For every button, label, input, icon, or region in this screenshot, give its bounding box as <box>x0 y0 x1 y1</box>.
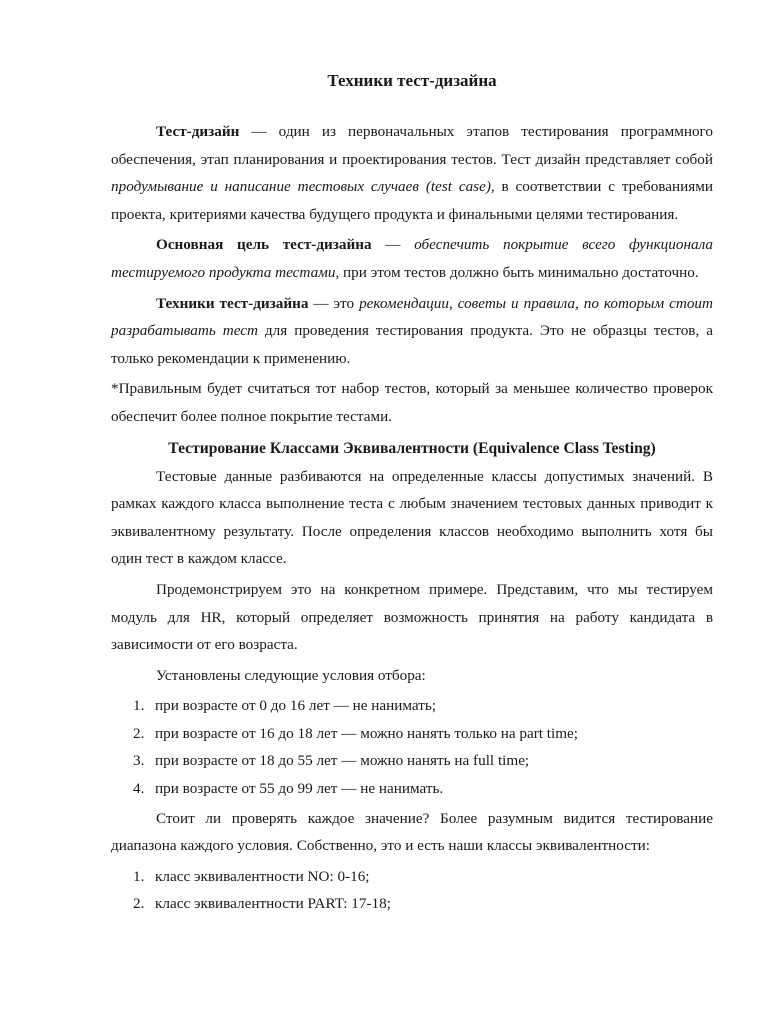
list-number: 1. <box>133 867 145 885</box>
paragraph-ranges: Стоит ли проверять каждое значение? Более разумным видится тестирование диапазона каждого условия. Собственно, это и есть наши классы эквивалентности: <box>111 809 713 855</box>
list-number: 3. <box>133 752 145 770</box>
list-item <box>111 720 713 748</box>
term-techniques: Техники тест-дизайна <box>156 294 309 312</box>
section-heading-equivalence: Тестирование Классами Эквивалентности (Equivalence Class Testing) <box>168 439 656 457</box>
document-body <box>111 69 713 920</box>
list-text: при возрасте от 16 до 18 лет — можно нанять только на part time; <box>155 724 579 742</box>
list-text: при возрасте от 55 до 99 лет — не нанимать. <box>155 780 444 798</box>
list-item <box>111 863 713 891</box>
paragraph-main-goal <box>111 231 713 286</box>
term-test-design: Тест-дизайн <box>156 123 240 140</box>
classes-list <box>111 863 713 918</box>
list-text: класс эквивалентности PART: 17-18; <box>155 895 391 913</box>
term-main-goal: Основная цель тест-дизайна <box>156 236 372 254</box>
italic-segment: обеспечить покрытие всего функционала тестируемого продукта тестами <box>111 236 713 281</box>
paragraph-equivalence-intro: Тестовые данные разбиваются на определенные классы допустимых значений. В рамках каждого класса выполнение теста с любым значением тестовых данных приводит к эквивалентному результату. После определения классов необходимо выполнить хотя бы один тест в каждом классе. <box>111 467 713 568</box>
list-item <box>111 890 713 918</box>
text-segment: , при этом тестов должно быть минимально достаточно. <box>335 263 699 281</box>
paragraph-example: Продемонстрируем это на конкретном примере. Представим, что мы тестируем модуль для HR, который определяет возможность принятия на работу кандидата в зависимости от его возраста. <box>111 580 713 654</box>
paragraph-note: *Правильным будет считаться тот набор тестов, который за меньшее количество проверок обеспечит более полное покрытие тестами. <box>111 380 713 425</box>
list-item <box>111 692 713 720</box>
paragraph-techniques <box>111 290 713 373</box>
paragraph-test-design-definition <box>111 118 713 228</box>
text-segment: , в соответствии с требованиями проекта, критериями качества будущего продукта и финальными целями тестирования. <box>111 178 713 223</box>
list-number: 4. <box>133 780 145 798</box>
list-number: 2. <box>133 724 145 742</box>
list-item <box>111 747 713 775</box>
list-number: 2. <box>133 895 145 913</box>
document-title: Техники тест-дизайна <box>327 71 497 90</box>
text-segment: — один из первоначальных этапов тестирования программного обеспечения, этап планирования и проектирования тестов. Тест дизайн представляет собой <box>111 123 713 168</box>
list-number: 1. <box>133 697 145 715</box>
text-segment: — это <box>308 294 360 312</box>
list-text: при возрасте от 0 до 16 лет — не нанимать; <box>155 697 437 715</box>
conditions-list <box>111 692 713 802</box>
list-text: при возрасте от 18 до 55 лет — можно нанять на full time; <box>155 752 530 770</box>
italic-segment: рекомендации, советы и правила, по которым стоит разрабатывать тест <box>111 294 713 340</box>
text-segment: для проведения тестирования продукта. Это не образцы тестов, а только рекомендации к применению. <box>111 322 713 367</box>
text-segment: — <box>371 236 415 254</box>
list-text: класс эквивалентности NO: 0-16; <box>155 867 370 885</box>
italic-segment: продумывание и написание тестовых случаев (test case) <box>111 178 491 196</box>
list-item <box>111 775 713 803</box>
paragraph-conditions-intro: Установлены следующие условия отбора: <box>156 666 426 684</box>
